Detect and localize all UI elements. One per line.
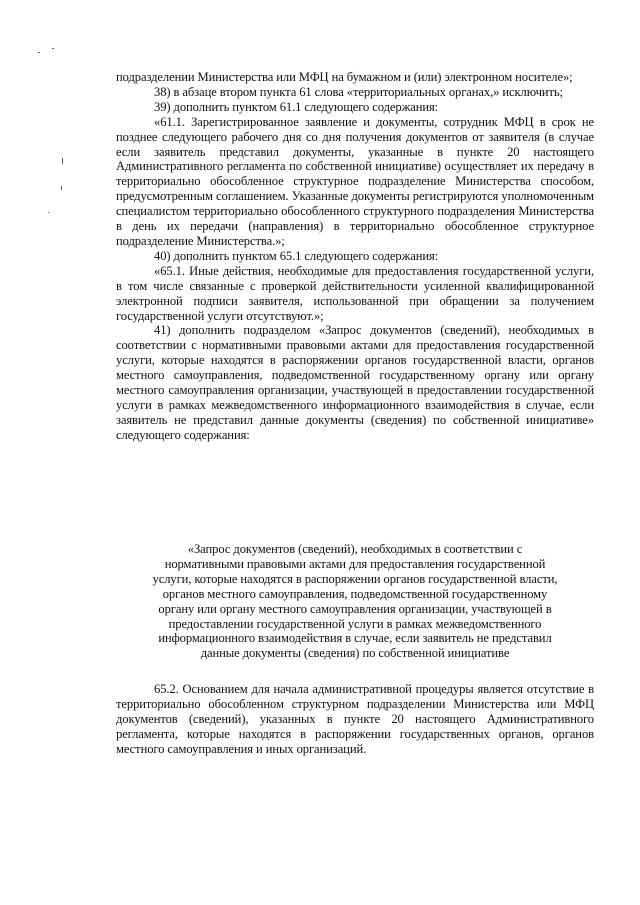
heading-line: предоставлении государственной услуги в рамках межведомственного [168, 616, 542, 631]
scan-artifact [52, 48, 54, 49]
clause-65-2-text [116, 682, 594, 757]
heading-line: органов местного самоуправления, подведомственной государственному [162, 586, 548, 601]
heading-line: услуги, которые находятся в распоряжении органов государственной власти, [152, 571, 558, 586]
heading-line: информационного взаимодействия в случае, если заявитель не представил [158, 631, 552, 646]
paragraph-clause-65-1: «65.1. Иные действия, необходимые для предоставления государственной услуги, в том числе связанные с проверкой действительности усиленной квалифицированной электронной подписи заявителя, использованной при обращении за получением государственной услуги отсутствуют.»; [116, 263, 594, 323]
subsection-heading [116, 542, 594, 661]
heading-line: «Запрос документов (сведений), необходимых в соответствии с [187, 542, 523, 556]
scan-artifact [38, 52, 40, 53]
paragraph-clause-61-1: «61.1. Зарегистрированное заявление и документы, сотрудник МФЦ в срок не позднее следующего рабочего дня со дня получения документов от заявителя (в случае если заявитель представил документы, указанные в пункте 20 настоящего Административного регламента по собственной инициативе) осуществляет их передачу в территориально обособленное структурное подразделение Министерства способом, предусмотренным соглашением. Указанные документы регистрируются уполномоченным специалистом территориально обособленного структурного подразделения Министерства в день их передачи (направления) в территориально обособленное структурное подразделение Министерства.»; [116, 114, 594, 248]
scan-artifact [62, 158, 63, 164]
heading-line: нормативными правовыми актами для предоставления государственной [164, 556, 546, 571]
paragraph-clause-65-2: 65.2. Основанием для начала административной процедуры является отсутствие в территориально обособленном структурном подразделении Министерства или МФЦ документов (сведений), указанных в пункте 20 настоящего Административного регламента, которые находятся в распоряжении государственных органов, органов местного самоуправления и иных организаций. [116, 682, 594, 756]
paragraph-item-41: 41) дополнить подразделом «Запрос документов (сведений), необходимых в соответствии с нормативными правовыми актами для предоставления государственной услуги, которые находятся в распоряжении органов государственной власти, органов местного самоуправления, подведомственной государственному органу или органу местного самоуправления организации, участвующей в предоставлении государственной услуги в рамках межведомственного информационного взаимодействия в случае, если заявитель не представил данные документы (сведения) по собственной инициативе» следующего содержания: [116, 323, 594, 442]
paragraph-item-39: 39) дополнить пунктом 61.1 следующего содержания: [154, 99, 439, 114]
heading-line: органу или органу местного самоуправления организации, участвующей в [158, 601, 552, 616]
paragraph-continuation: подразделении Министерства или МФЦ на бумажном и (или) электронном носителе»; [116, 70, 573, 84]
amendment-text [116, 70, 594, 443]
paragraph-item-38: 38) в абзаце втором пункта 61 слова «территориальных органах,» исключить; [154, 84, 563, 99]
heading-line: данные документы (сведения) по собственной инициативе [200, 646, 510, 661]
scan-artifact [61, 186, 62, 190]
paragraph-item-40: 40) дополнить пунктом 65.1 следующего содержания: [154, 248, 439, 263]
scan-artifact [48, 212, 49, 213]
